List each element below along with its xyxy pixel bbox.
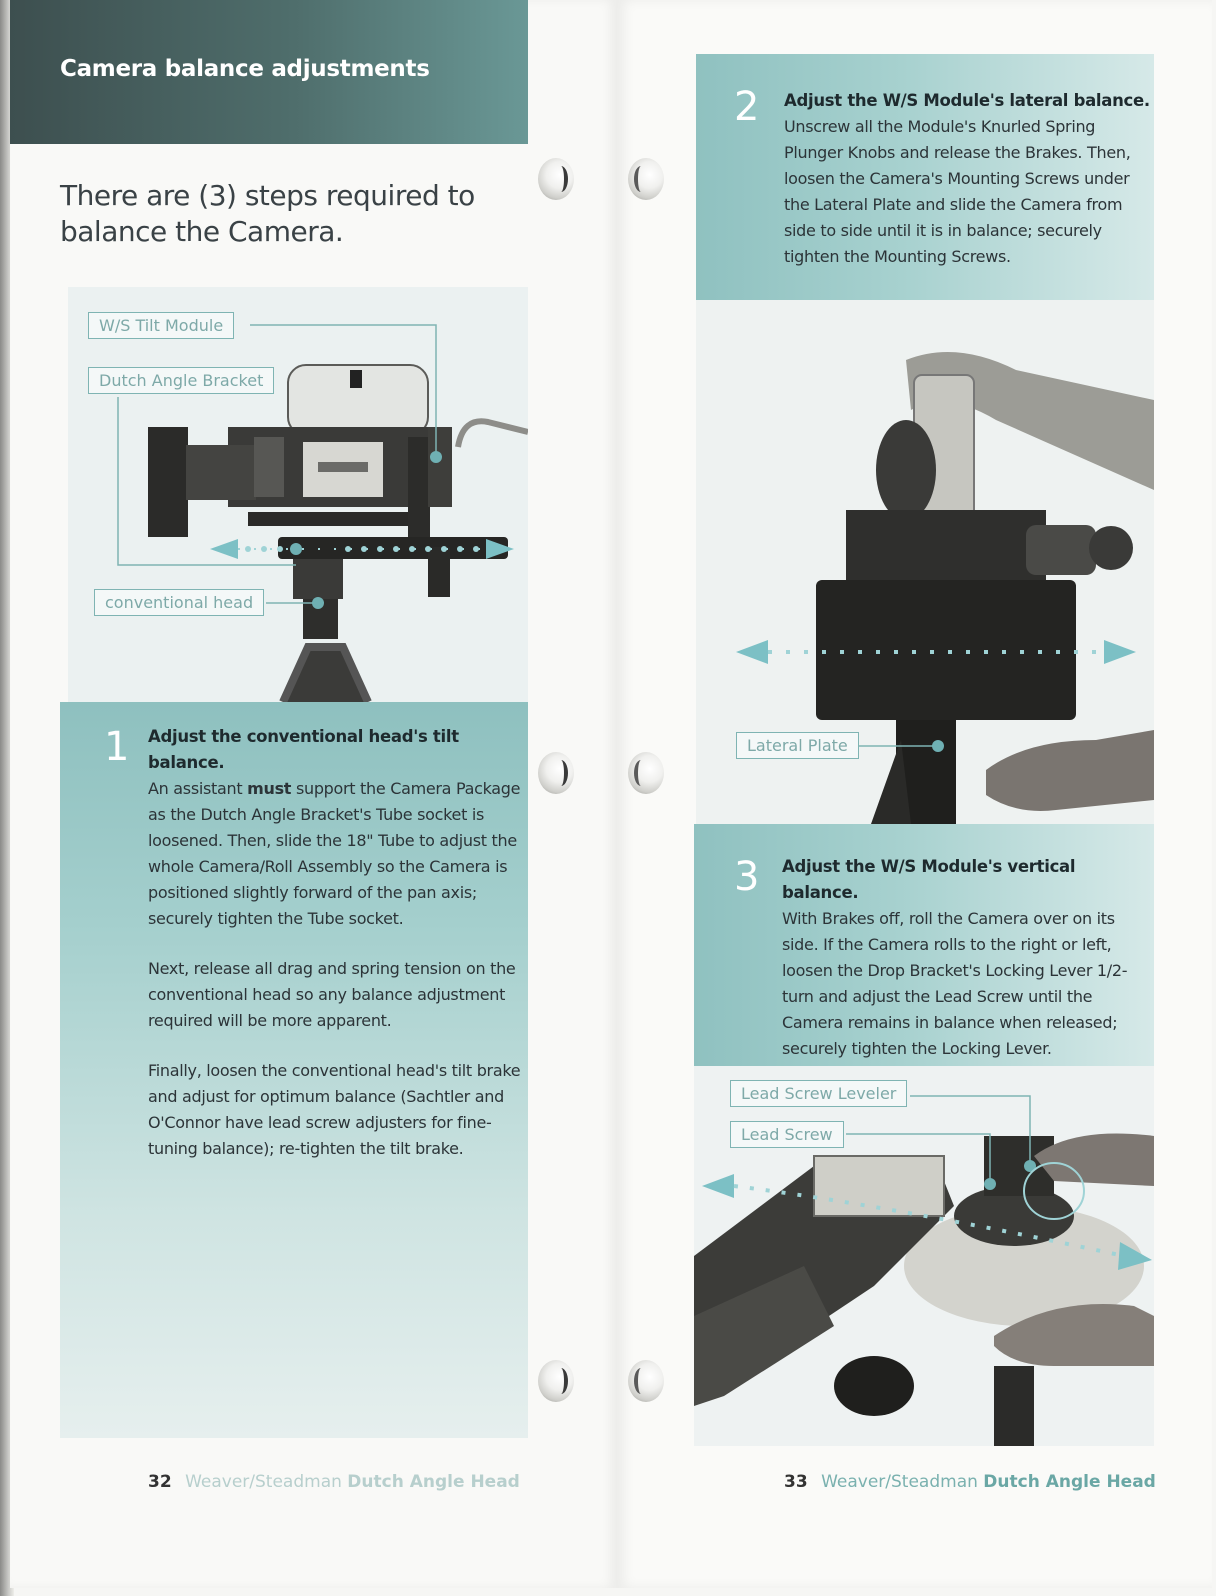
- step-1-number: 1: [104, 724, 130, 770]
- section-title: Camera balance adjustments: [60, 56, 430, 82]
- binder-ring-bottom-left: [538, 1360, 574, 1402]
- camera-illustration: [68, 287, 528, 702]
- step-3-text: With Brakes off, roll the Camera over on its side. If the Camera rolls to the right or left, loosen the Drop Bracket's Locking Lever 1/2-turn and adjust the Lead Screw until the Camera remains in balance when released; securely tighten the Locking Lever.: [782, 909, 1128, 1058]
- lateral-balance-photo: [696, 300, 1154, 824]
- step-1-text-b: support the Camera Package as the Dutch Angle Bracket's Tube socket is loosened. Then, slide the 18" Tube to adjust the whole Camera/Roll Assembly so the Camera is positioned slightly forward of the pan axis; securely tighten the Tube socket.: [148, 779, 521, 928]
- step-3-body: [782, 854, 1152, 1062]
- camera-on-head-photo: [68, 287, 528, 702]
- page-number-left: 32: [148, 1472, 172, 1492]
- binder-ring-top-left: [538, 158, 574, 200]
- right-footer: [784, 1472, 1156, 1492]
- step-1-text-a: An assistant: [148, 779, 248, 798]
- step-1-paragraph-3: Finally, loosen the conventional head's tilt brake and adjust for optimum balance (Sachtler and O'Connor have lead screw adjusters for fine-tuning balance); re-tighten the tilt brake.: [148, 1061, 521, 1158]
- step-3-number: 3: [734, 854, 760, 900]
- step-1-body: [148, 724, 523, 1186]
- page-number-right: 33: [784, 1472, 808, 1492]
- binder-ring-top-right: [628, 158, 664, 200]
- right-page: [616, 0, 1212, 1588]
- vertical-balance-photo: [694, 1066, 1154, 1446]
- step-3-title: Adjust the W/S Module's vertical balance.: [782, 857, 1076, 902]
- step-1-paragraph-2: Next, release all drag and spring tension on the conventional head so any balance adjustment required will be more apparent.: [148, 959, 516, 1030]
- footer-brand-right: Weaver/Steadman: [821, 1472, 978, 1492]
- step-1-text-must: must: [247, 779, 292, 798]
- footer-product-left: Dutch Angle Head: [347, 1472, 520, 1492]
- section-header-bar: [10, 0, 528, 144]
- step-2-panel: [696, 54, 1154, 300]
- footer-product-right: Dutch Angle Head: [983, 1472, 1156, 1492]
- step-2-body: [784, 88, 1152, 270]
- step-1-title: Adjust the conventional head's tilt balance.: [148, 727, 459, 772]
- step-2-number: 2: [734, 84, 760, 130]
- binder-ring-bottom-right: [628, 1360, 664, 1402]
- left-footer: [148, 1472, 520, 1492]
- callout-lateral-plate: Lateral Plate: [736, 732, 859, 759]
- step-2-text: Unscrew all the Module's Knurled Spring Plunger Knobs and release the Brakes. Then, loosen the Camera's Mounting Screws under the Lateral Plate and slide the Camera from side to side until it is in balance; securely tighten the Mounting Screws.: [784, 117, 1131, 266]
- callout-dutch-angle-bracket: Dutch Angle Bracket: [88, 367, 274, 394]
- left-page: [10, 0, 616, 1588]
- callout-tilt-module: W/S Tilt Module: [88, 312, 234, 339]
- footer-brand-left: Weaver/Steadman: [185, 1472, 342, 1492]
- intro-text: There are (3) steps required to balance the Camera.: [60, 179, 475, 248]
- binder-ring-middle-left: [538, 752, 574, 794]
- binder-ring-middle-right: [628, 752, 664, 794]
- step-1-panel: [60, 702, 528, 1438]
- callout-conventional-head: conventional head: [94, 589, 264, 616]
- step-2-title: Adjust the W/S Module's lateral balance.: [784, 91, 1150, 110]
- callout-lead-screw-leveler: Lead Screw Leveler: [730, 1080, 907, 1107]
- step-3-panel: [694, 824, 1154, 1066]
- callout-lead-screw: Lead Screw: [730, 1121, 844, 1148]
